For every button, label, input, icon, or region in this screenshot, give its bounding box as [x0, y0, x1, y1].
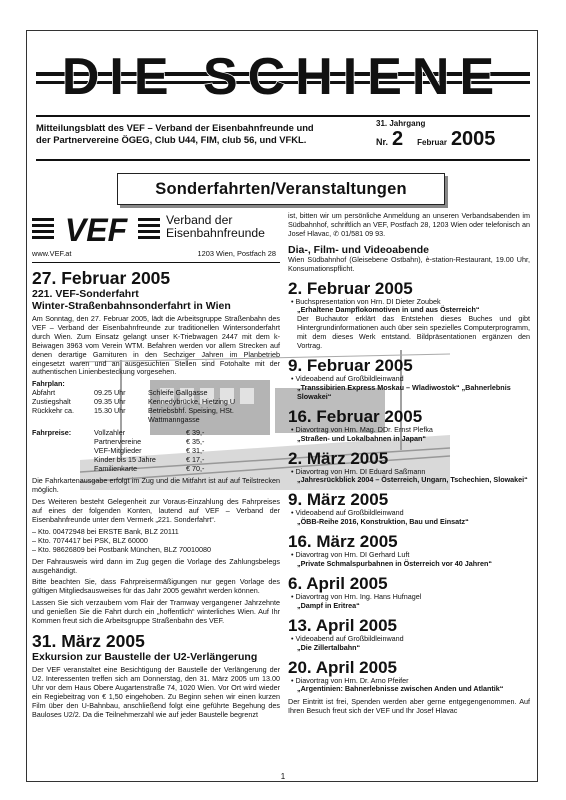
masthead-logo — [36, 48, 530, 108]
svg-text:VEF: VEF — [64, 212, 128, 244]
event-title: „Straßen- und Lokalbahnen in Japan“ — [297, 433, 426, 443]
event-title: „Private Schmalspurbahnen in Österreich vor 40 Jahren“ — [297, 559, 492, 569]
event-date: 9. Februar 2005 — [288, 355, 413, 375]
event-date: 2. Februar 2005 — [288, 278, 413, 298]
event-description: • Diavortrag von Hrn. DI Eduard Saßmann — [291, 466, 426, 476]
issue-year: 2005 — [450, 128, 496, 150]
issue-info: 31. Jahrgang Nr. 2 Februar 2005 — [376, 119, 530, 151]
timetable-cell: Betriebsbhf. Speising, HSt. Wattmanngasse — [148, 406, 234, 424]
header-rule — [36, 115, 530, 117]
footer-note: Der Eintritt ist frei, Spenden werden aber gerne entgegengenommen. Auf Ihren Besuch freut sich der VEF und Ihr Josef Hlavac — [288, 697, 530, 716]
vef-header — [32, 212, 280, 260]
event-title: „Die Zillertalbahn“ — [297, 642, 361, 652]
section-banner: Sonderfahrten/Veranstaltungen — [117, 173, 445, 205]
price-cell: € 35,- — [186, 436, 205, 446]
bullet: • — [291, 466, 296, 476]
price-cell: € 70,- — [186, 463, 205, 473]
right-column: ist, bitten wir um persönliche Anmeldung an unseren Verbandsabenden im Südbahnhof, schriftlich an VEF, Postfach 28, 1203 Wien oder telefonisch an Josef Hlavac, ✆ 01/581 09 93. Dia-, Film- und Videoabende Wien Südbahnhof (Gleisebene Ostbahn), è-station-Restaurant, 19.00 Uhr, Konsumationspflicht. 2. Februar 2005 • Buchspresentation von Hrn. DI Dieter Zoubek „Erhaltene Dampflokomotiven in und aus Österreich“ Der Buchautor erklärt das Entstehen dieses Buches und gibt Hintergrundinformationen auch über sein spezielles Computerprogramm, mit dem dieses Werk entstand. Bildpräsentationen ergänzen den Vortrag. 9. Februar 2005 • Videoabend auf Großbildleinwand „Transsibirien Express Moskau – Wladiwostok“ „Bahnerlebnis Slowakei“ 16. Februar 2005 • Diavortrag von Hrn. Mag. DDr. Ernst Plefka „Straßen- und Lokalbahnen in Japan“ 2. März 2005 • Diavortrag von Hrn. DI Eduard Saßmann „Jahresrückblick 2004 – Österreich, Ungarn, Tschechien, Slowakei“ 9. März 2005 • Videoabend auf Großbildleinwand „ÖBB-Reihe 2016, Konstruktion, Bau und Einsatz“ 16. März 2005 • Diavortrag von Hrn. DI Gerhard Luft „Private Schmalspurbahnen in Österreich vor 40 Jahren“ 6. April 2005 • Diavortrag von Hrn. Ing. Hans Hufnagel „Dampf in Eritrea“ 13. April 2005 • Videoabend auf Großbildleinwand „Die Zillertalbahn“ 20. April 2005 • Diavortrag von Hrn. Dr. Arno Pfeifer „Argentinien: Bahnerlebnisse zwischen Anden und Atlantik“ Der Eintritt ist frei, Spenden werden aber gerne entgegengenommen. Auf Ihren Besuch freut sich der VEF und Ihr Josef Hlavac — [288, 211, 530, 716]
price-cell: Familienkarte — [94, 463, 138, 473]
timetable-cell: 09.25 Uhr — [94, 388, 126, 398]
timetable-cell: Rückkehr ca. — [32, 406, 74, 416]
subheading: Mitteilungsblatt des VEF – Verband der Eisenbahnfreunde und der Partnervereine ÖGEG, Club U44, FIM, club 56, und VFKL. — [36, 122, 314, 145]
event-description: • Diavortrag von Hrn. Mag. DDr. Ernst Plefka — [291, 424, 433, 434]
svg-text:DIE SCHIENE: DIE SCHIENE — [61, 48, 505, 106]
event-title: „Argentinien: Bahnerlebnisse zwischen Anden und Atlantik“ — [297, 684, 504, 694]
price-cell: € 39,- — [186, 427, 205, 437]
event-item — [288, 449, 530, 486]
bullet: • — [291, 633, 296, 643]
vef-address: 1203 Wien, Postfach 28 — [197, 249, 276, 258]
event-description: • Diavortrag von Hrn. Ing. Hans Hufnagel — [291, 591, 422, 601]
timetable — [32, 389, 280, 425]
vef-website[interactable]: www.VEF.at — [32, 249, 72, 258]
paragraph: Am Sonntag, den 27. Februar 2005, lädt die Arbeitsgruppe Straßenbahn des VEF – Verband der Eisenbahnfreunde zur traditionellen Wintersonderfahrt durch Wien. Zum Einsatz gelangt unser K-Triebwagen 2447 mit dem k-Beiwagen 3963 vom Verein WTM. Befahren werden vor allem Strecken auf denen derartige Garnituren in den Sechziger Jahren im Planbetrieb eingesetzt waren und an ausgesuchten Stellen sind Fotohalte mit der authentischen Linienbesteckung vorgesehen. — [32, 314, 280, 377]
event-date: 16. Februar 2005 — [288, 406, 423, 426]
page-number: 1 — [280, 772, 286, 781]
account-list: – Kto. 00472948 bei ERSTE Bank, BLZ 20111 – Kto. 7074417 bei PSK, BLZ 60000 – Kto. 98626809 bei Postbank München, BLZ 70010080 — [32, 526, 212, 554]
event-title: „Transsibirien Express Moskau – Wladiwostok“ „Bahnerlebnis Slowakei“ — [297, 382, 511, 401]
event-item — [288, 574, 530, 611]
price-cell: € 31,- — [186, 445, 205, 455]
event-description: • Buchspresentation von Hrn. DI Dieter Zoubek — [291, 296, 441, 306]
timetable-cell: Abfahrt — [32, 388, 56, 398]
bullet: • — [291, 296, 296, 306]
event-item — [288, 658, 530, 695]
event-date: 16. März 2005 — [288, 532, 398, 552]
event-details: Der Buchautor erklärt das Entstehen dieses Buches und gibt Hintergrundinformationen auch über sein spezielles Computerprogramm, mit dem dieses Werk entstand. Bildpräsentationen ergänzen den Vortrag. — [297, 314, 530, 351]
volume: 31. Jahrgang — [376, 119, 426, 128]
event-date: 6. April 2005 — [288, 573, 388, 593]
event-date-heading: 31. März 2005 — [32, 631, 145, 651]
event-description: • Videoabend auf Großbildleinwand — [291, 373, 404, 383]
event-date-heading: 27. Februar 2005 — [32, 268, 171, 288]
event-item — [288, 490, 530, 527]
vef-logo — [32, 212, 160, 244]
price-cell: VEF-Mitglieder — [94, 445, 142, 455]
timetable-cell: Schleife Gallgasse — [148, 388, 208, 398]
section-title: Dia-, Film- und Videoabende — [288, 243, 429, 256]
event-item — [288, 356, 530, 402]
timetable-cell: Zustiegshalt — [32, 397, 71, 407]
event-date: 9. März 2005 — [288, 490, 389, 510]
price-cell: Vollzahler — [94, 427, 126, 437]
event-description: • Diavortrag von Hrn. DI Gerhard Luft — [291, 550, 410, 560]
bullet: • — [291, 550, 296, 560]
event-title: „Jahresrückblick 2004 – Österreich, Ungarn, Tschechien, Slowakei“ — [297, 475, 528, 485]
bullet: • — [291, 508, 296, 518]
header-rule-bottom — [36, 159, 530, 161]
event-item — [288, 616, 530, 653]
bullet: • — [291, 424, 296, 434]
bullet: • — [291, 675, 296, 685]
price-table: Fahrpreise: Vollzahler € 39,- Partnervereine € 35,- VEF-Mitglieder € 31,- Kinder bis 15 Jahre € 17,- Familienkarte € 70,- — [32, 429, 280, 474]
timetable-cell: 15.30 Uhr — [94, 406, 126, 416]
price-cell: Kinder bis 15 Jahre — [94, 454, 156, 464]
event-item — [288, 407, 530, 444]
event-description: • Diavortrag von Hrn. Dr. Arno Pfeifer — [291, 675, 409, 685]
event-list — [288, 279, 530, 695]
event-date: 13. April 2005 — [288, 615, 397, 635]
bullet: • — [291, 591, 296, 601]
event-description: • Videoabend auf Großbildleinwand — [291, 633, 404, 643]
event-title: „ÖBB-Reihe 2016, Konstruktion, Bau und Einsatz“ — [297, 517, 469, 527]
event-title: „Dampf in Eritrea“ — [297, 600, 360, 610]
bullet: • — [291, 373, 296, 383]
price-cell: € 17,- — [186, 454, 205, 464]
event-date: 2. März 2005 — [288, 448, 389, 468]
vef-name: Verband der Eisenbahnfreunde — [166, 213, 265, 240]
event-date: 20. April 2005 — [288, 657, 397, 677]
event-item — [288, 279, 530, 351]
event-item — [288, 532, 530, 569]
left-column: VEF Verband der Eisenbahnfreunde www.VEF.at 1203 Wien, Postfach 28 27. Februar 2005 221. VEF-Sonderfahrt Winter-Straßenbahnsonderfahrt in Wien Am Sonntag, den 27. Februar 2005, lädt die Arbeitsgruppe Straßenbahn des VEF – Verband der Eisenbahnfreunde zur traditionellen Wintersonderfahrt durch Wien. Zum Einsatz gelangt unser K-Triebwagen 2447 mit dem k-Beiwagen 3963 vom Verein WTM. Befahren werden vor allem Strecken auf denen derartige Garnituren in den Sechziger Jahren im Planbetrieb eingesetzt waren und an ausgesuchten Stellen sind Fotohalte mit der authentischen Linienbesteckung vorgesehen. Fahrplan: Abfahrt 09.25 Uhr Schleife Gallgasse Zustiegshalt 09.35 Uhr Kennedybrücke, Hietzing U Rückkehr ca. 15.30 Uhr Betriebsbhf. Speising, HSt. Wattmanngasse Fahrpreise: Vollzahler € 39,- Partnervereine € 35,- VEF-Mitglieder € 31,- Kinder bis 15 Jahre € 17,- Familienkarte € 70,- Die Fahrkartenausgabe erfolgt im Zug und die Mitfahrt ist auf auf Teilstrecken möglich. Des Weiteren besteht Gelegenheit zur Voraus-Einzahlung des Fahrpreises auf eines der folgenden Konten, lautend auf VEF – Verband der Eisenbahnfreunde unter dem Vermerk „221. Sonderfahrt“. – Kto. 00472948 bei ERSTE Bank, BLZ 20111 – Kto. 7074417 bei PSK, BLZ 60000 – Kto. 98626809 bei Postbank München, BLZ 70010080 Der Fahrausweis wird dann im Zug gegen die Vorlage des Zahlungsbelegs ausgehändigt. Bitte beachten Sie, dass Fahrpreisermäßigungen nur gegen Vorlage des gültigen Mitgliedsausweises für das Jahr 2005 gewährt werden können. Lassen Sie sich verzaubern vom Flair der Tramway vergangener Jahrzehnte und genießen Sie die Fahrt durch ein „hoffentlich“ winterliches Wien. Auf Ihr Kommen freut sich die Arbeitsgruppe Straßenbahn des VEF. 31. März 2005 Exkursion zur Baustelle der U2-Verlängerung Der VEF veranstaltet eine Besichtigung der Baustelle der Verlängerung der U2. Interessenten treffen sich am Donnerstag, den 31. März 2005 um 13.00 Uhr vor dem Haus Obere Augartenstraße 74, 1020 Wien. Vor Ort wird wieder ein Regiebeitrag von € 1,50 eingehoben. Zu Beginn sehen wir einen kurzen Film über den U-Bahnbau, anschließend folgt eine geführte Begehung des Bauloses U2/2. Da die Teilnehmerzahl wie auf jeder Baustelle begrenzt — [32, 212, 280, 719]
timetable-cell: Kennedybrücke, Hietzing U — [148, 397, 236, 407]
event-title: „Erhaltene Dampflokomotiven in und aus Österreich“ — [297, 305, 480, 315]
issue-number: 2 — [392, 128, 404, 150]
event-description: • Videoabend auf Großbildleinwand — [291, 508, 404, 518]
price-cell: Partnervereine — [94, 436, 142, 446]
timetable-cell: 09.35 Uhr — [94, 397, 126, 407]
